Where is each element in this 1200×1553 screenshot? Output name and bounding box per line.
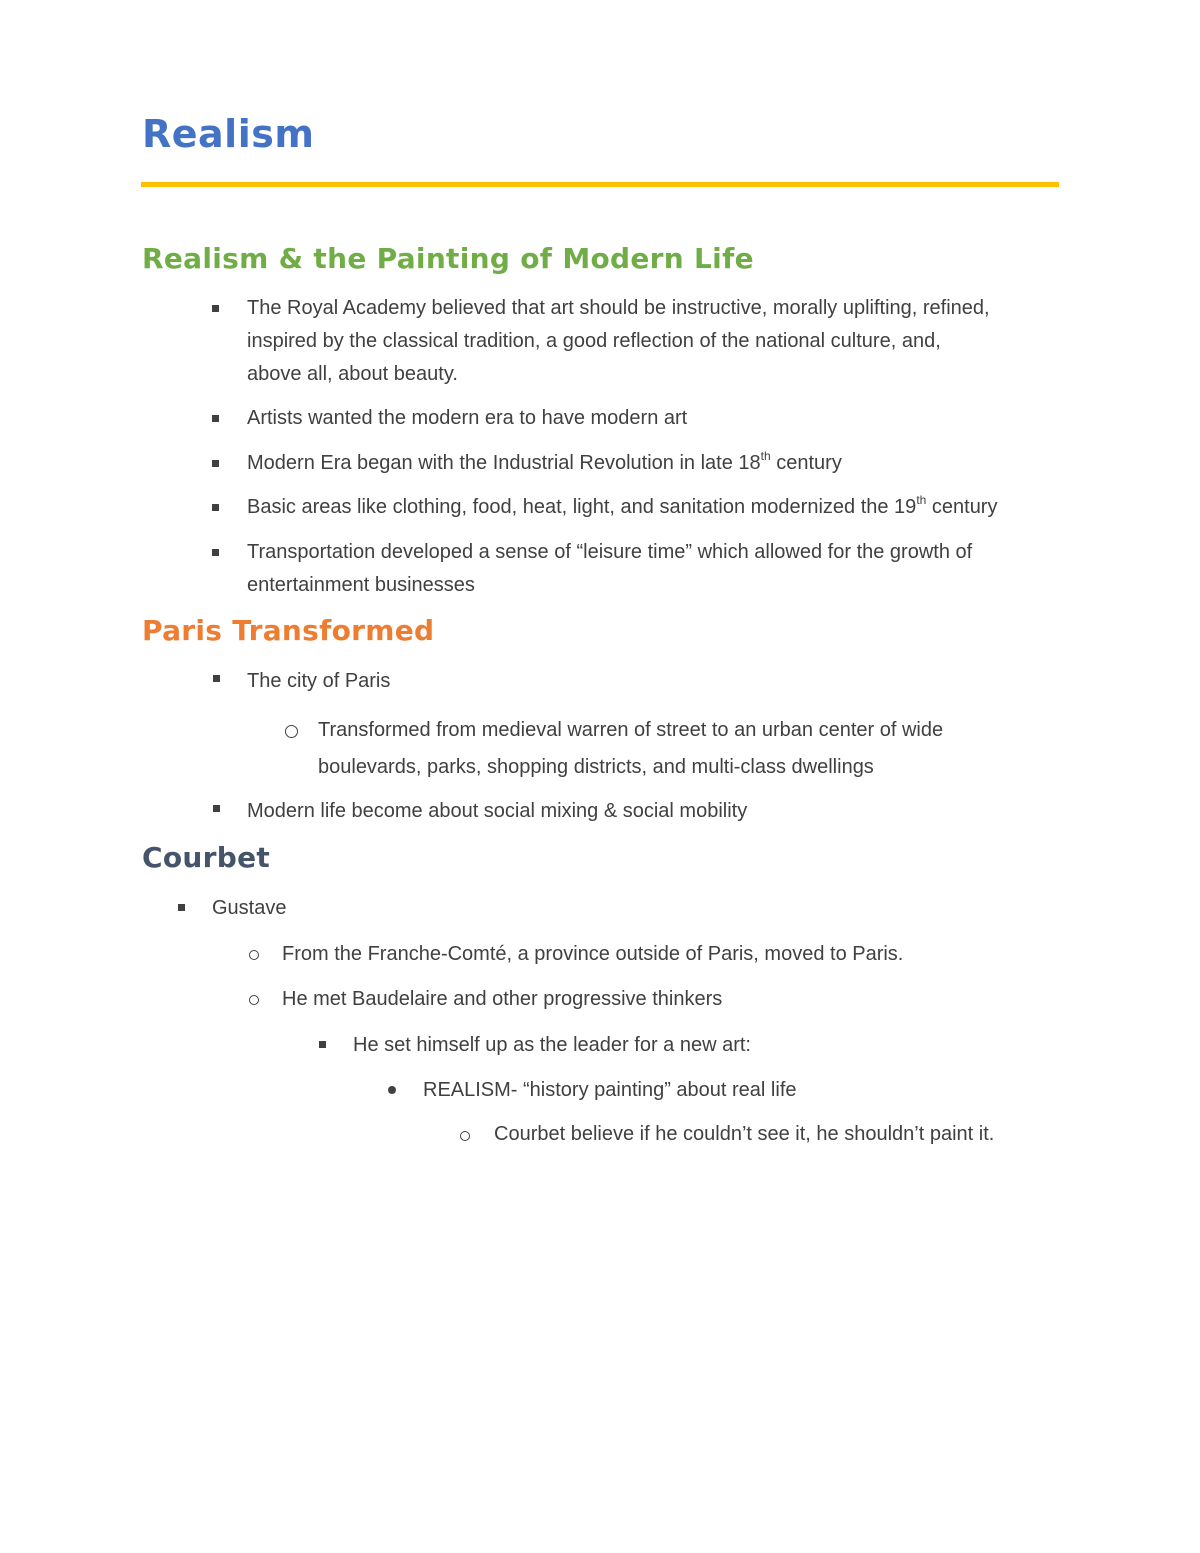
list-item-text: century (926, 496, 998, 518)
list-item-text: The city of Paris (247, 670, 391, 692)
hollow-circle-bullet-icon (460, 1131, 470, 1141)
list-item-text: The Royal Academy believed that art should be instructive, morally uplifting, refined, (247, 297, 990, 319)
section-heading-courbet: Courbet (142, 841, 271, 874)
list-item-text: Transformed from medieval warren of street to an urban center of wide (318, 719, 944, 741)
list-item-text: Gustave (212, 897, 287, 919)
list-item-text: REALISM- “history painting” about real life (423, 1079, 797, 1101)
list-item-text: From the Franche-Comté, a province outside of Paris, moved to Paris. (282, 943, 904, 965)
list-item-text: Artists wanted the modern era to have modern art (247, 407, 688, 429)
list-item-text: Transportation developed a sense of “leisure time” which allowed for the growth of (247, 541, 973, 563)
list-item-text: He set himself up as the leader for a new art: (353, 1034, 751, 1056)
list-item-text: Basic areas like clothing, food, heat, light, and sanitation modernized the 19 (247, 496, 917, 518)
hollow-circle-bullet-icon (249, 995, 259, 1005)
square-bullet-icon (178, 904, 185, 911)
square-bullet-icon (212, 549, 219, 556)
square-bullet-icon (212, 305, 219, 312)
list-item-text: Courbet believe if he couldn’t see it, he shouldn’t paint it. (494, 1123, 995, 1145)
list-item-text: century (770, 452, 842, 474)
list-item-text: boulevards, parks, shopping districts, and multi-class dwellings (318, 756, 874, 778)
hollow-circle-bullet-icon (285, 725, 298, 738)
square-bullet-icon (319, 1041, 326, 1048)
section-heading-paris-transformed: Paris Transformed (142, 614, 435, 647)
superscript: th (916, 493, 927, 507)
section-heading-modern-life: Realism & the Painting of Modern Life (142, 242, 754, 275)
title-underline-rule (141, 182, 1059, 187)
list-item-text: above all, about beauty. (247, 363, 458, 385)
square-bullet-icon (212, 504, 219, 511)
list-item-text: Modern Era began with the Industrial Revolution in late 18 (247, 452, 761, 474)
square-bullet-icon (212, 415, 219, 422)
document-title: Realism (142, 112, 315, 156)
list-item-text: He met Baudelaire and other progressive thinkers (282, 988, 723, 1010)
list-item-text: inspired by the classical tradition, a good reflection of the national culture, and, (247, 330, 941, 352)
square-bullet-icon (213, 675, 220, 682)
list-item (247, 447, 842, 480)
list-item-text: entertainment businesses (247, 574, 475, 596)
square-bullet-icon (213, 805, 220, 812)
superscript: th (760, 449, 771, 463)
list-item (247, 491, 997, 524)
list-item-text: Modern life become about social mixing & social mobility (247, 800, 748, 822)
square-bullet-icon (212, 460, 219, 467)
filled-circle-bullet-icon (388, 1086, 396, 1094)
hollow-circle-bullet-icon (249, 950, 259, 960)
